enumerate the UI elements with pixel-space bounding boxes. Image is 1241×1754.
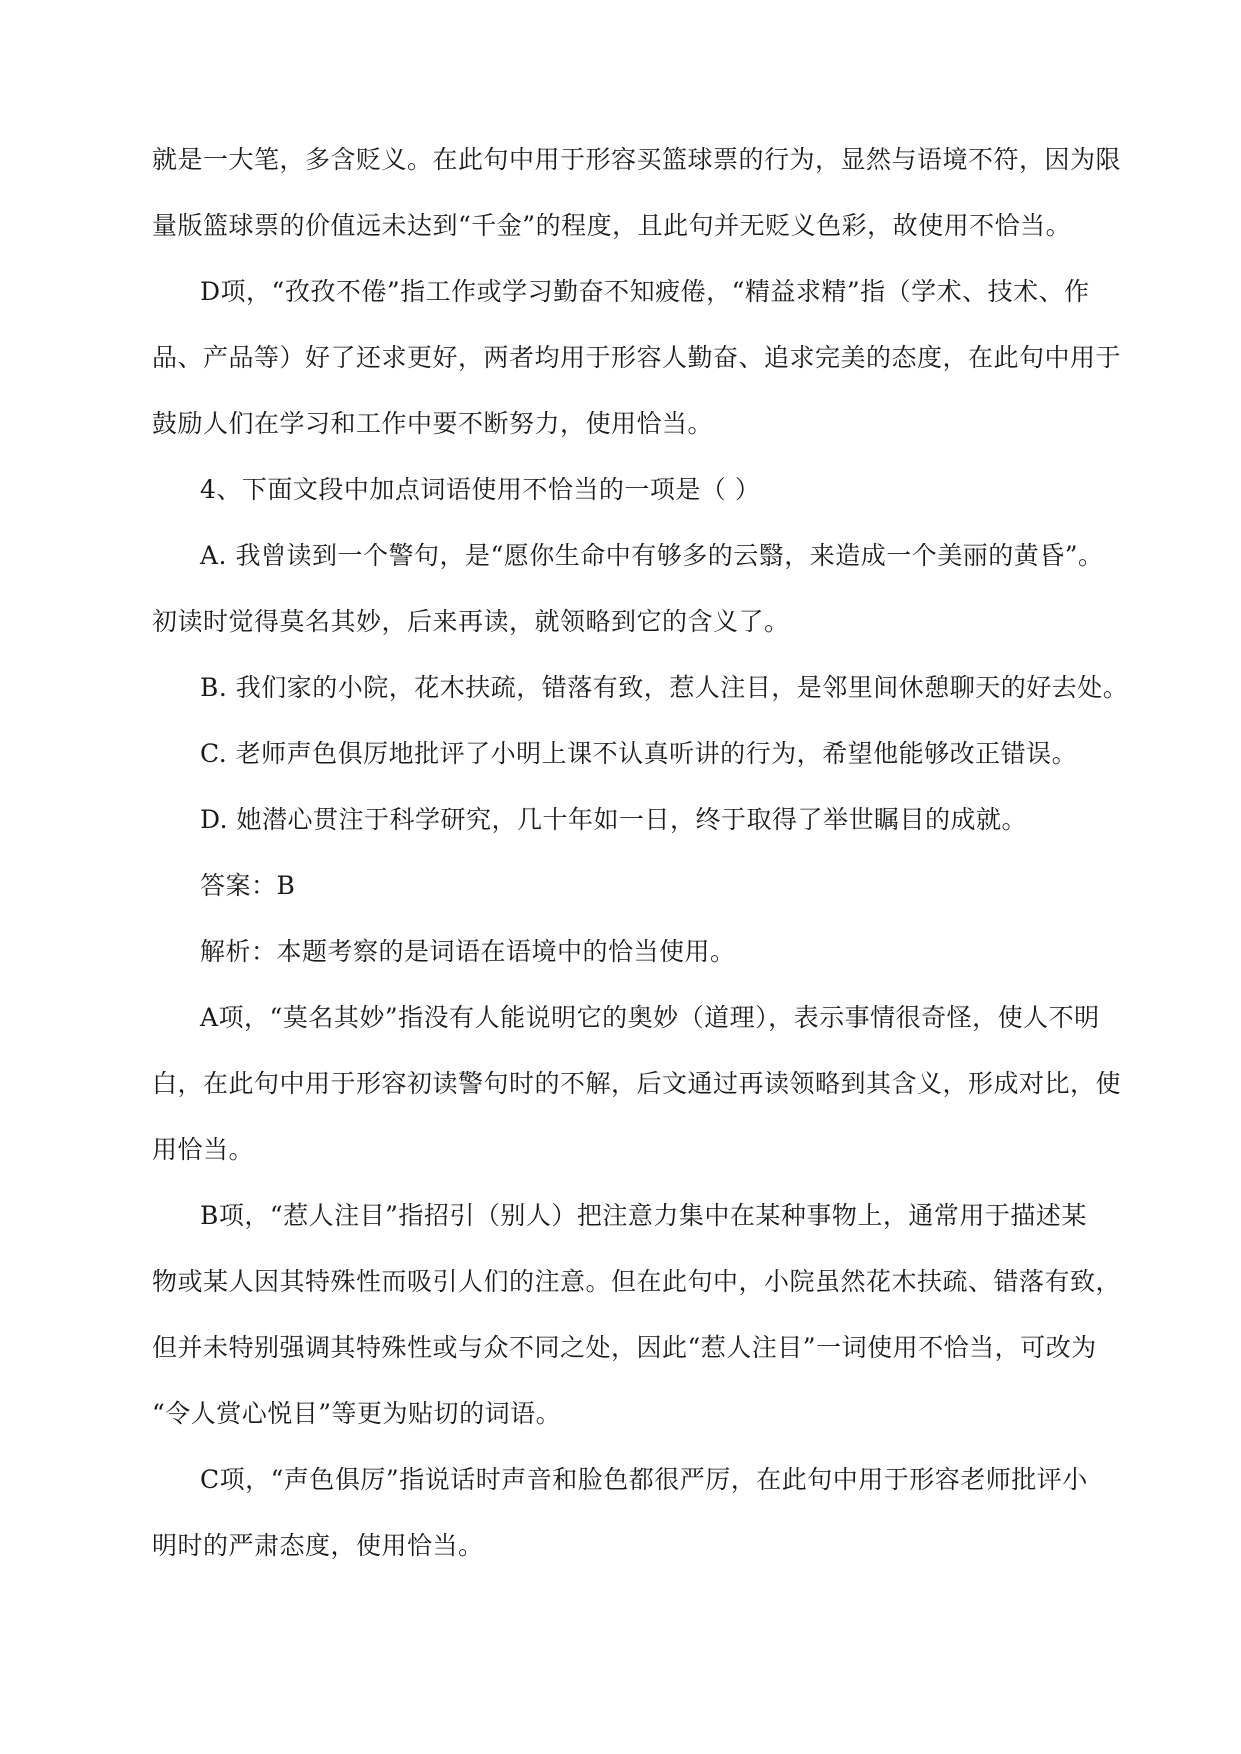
option-c (152, 737, 1096, 770)
paragraph-option-d-explanation (152, 275, 1122, 440)
text-line: B项，“惹人注目”指招引（别人）把注意力集中在某种事物上，通常用于描述某 (200, 1201, 1087, 1230)
text-line: 白，在此句中用于形容初读警句时的不解，后文通过再读领略到其含义，形成对比，使 (152, 1069, 1122, 1098)
text-line: “令人赏心悦目”等更为贴切的词语。 (152, 1399, 562, 1428)
text-line: 解析：本题考察的是词语在语境中的恰当使用。 (200, 937, 736, 966)
paragraph-option-c-explanation (152, 1463, 1096, 1562)
text-line: A. 我曾读到一个警句，是“愿你生命中有够多的云翳，来造成一个美丽的黄昏”。 (200, 541, 1104, 570)
text-line: 物或某人因其特殊性而吸引人们的注意。但在此句中，小院虽然花木扶疏、错落有致， (152, 1267, 1122, 1296)
text-line: A项，“莫名其妙”指没有人能说明它的奥妙（道理），表示事情很奇怪，使人不明 (200, 1003, 1100, 1032)
analysis-intro (152, 935, 1096, 968)
paragraph-continuation (152, 143, 1122, 242)
text-line: 初读时觉得莫名其妙，后来再读，就领略到它的含义了。 (152, 607, 790, 636)
text-line: 明时的严肃态度，使用恰当。 (152, 1531, 484, 1560)
text-line: D. 她潜心贯注于科学研究，几十年如一日，终于取得了举世瞩目的成就。 (200, 805, 1028, 834)
option-b (152, 671, 1129, 704)
document-page (152, 143, 1129, 1562)
text-line: 量版篮球票的价值远未达到“千金”的程度，且此句并无贬义色彩，故使用不恰当。 (152, 211, 1072, 240)
option-d (152, 803, 1096, 836)
text-line: 就是一大笔，多含贬义。在此句中用于形容买篮球票的行为，显然与语境不符，因为限 (152, 145, 1122, 174)
text-line: D项，“孜孜不倦”指工作或学习勤奋不知疲倦，“精益求精”指（学术、技术、作 (200, 277, 1090, 306)
text-line: 品、产品等）好了还求更好，两者均用于形容人勤奋、追求完美的态度，在此句中用于 (152, 343, 1122, 372)
text-line: 用恰当。 (152, 1135, 255, 1164)
paragraph-option-b-explanation (152, 1199, 1122, 1430)
text-line: C项，“声色俱厉”指说话时声音和脸色都很严厉，在此句中用于形容老师批评小 (200, 1465, 1088, 1494)
paragraph-option-a-explanation (152, 1001, 1122, 1166)
text-line: 鼓励人们在学习和工作中要不断努力，使用恰当。 (152, 409, 714, 438)
text-line: 但并未特别强调其特殊性或与众不同之处，因此“惹人注目”一词使用不恰当，可改为 (152, 1333, 1097, 1362)
question-4-stem (152, 473, 1096, 506)
text-line: B. 我们家的小院，花木扶疏，错落有致，惹人注目，是邻里间休憩聊天的好去处。 (200, 673, 1129, 702)
answer (152, 869, 1096, 902)
text-line: C. 老师声色俱厉地批评了小明上课不认真听讲的行为，希望他能够改正错误。 (200, 739, 1078, 768)
text-line: 答案：B (200, 871, 296, 900)
text-line: 4、下面文段中加点词语使用不恰当的一项是（ ） (200, 475, 761, 504)
option-a (152, 539, 1104, 638)
